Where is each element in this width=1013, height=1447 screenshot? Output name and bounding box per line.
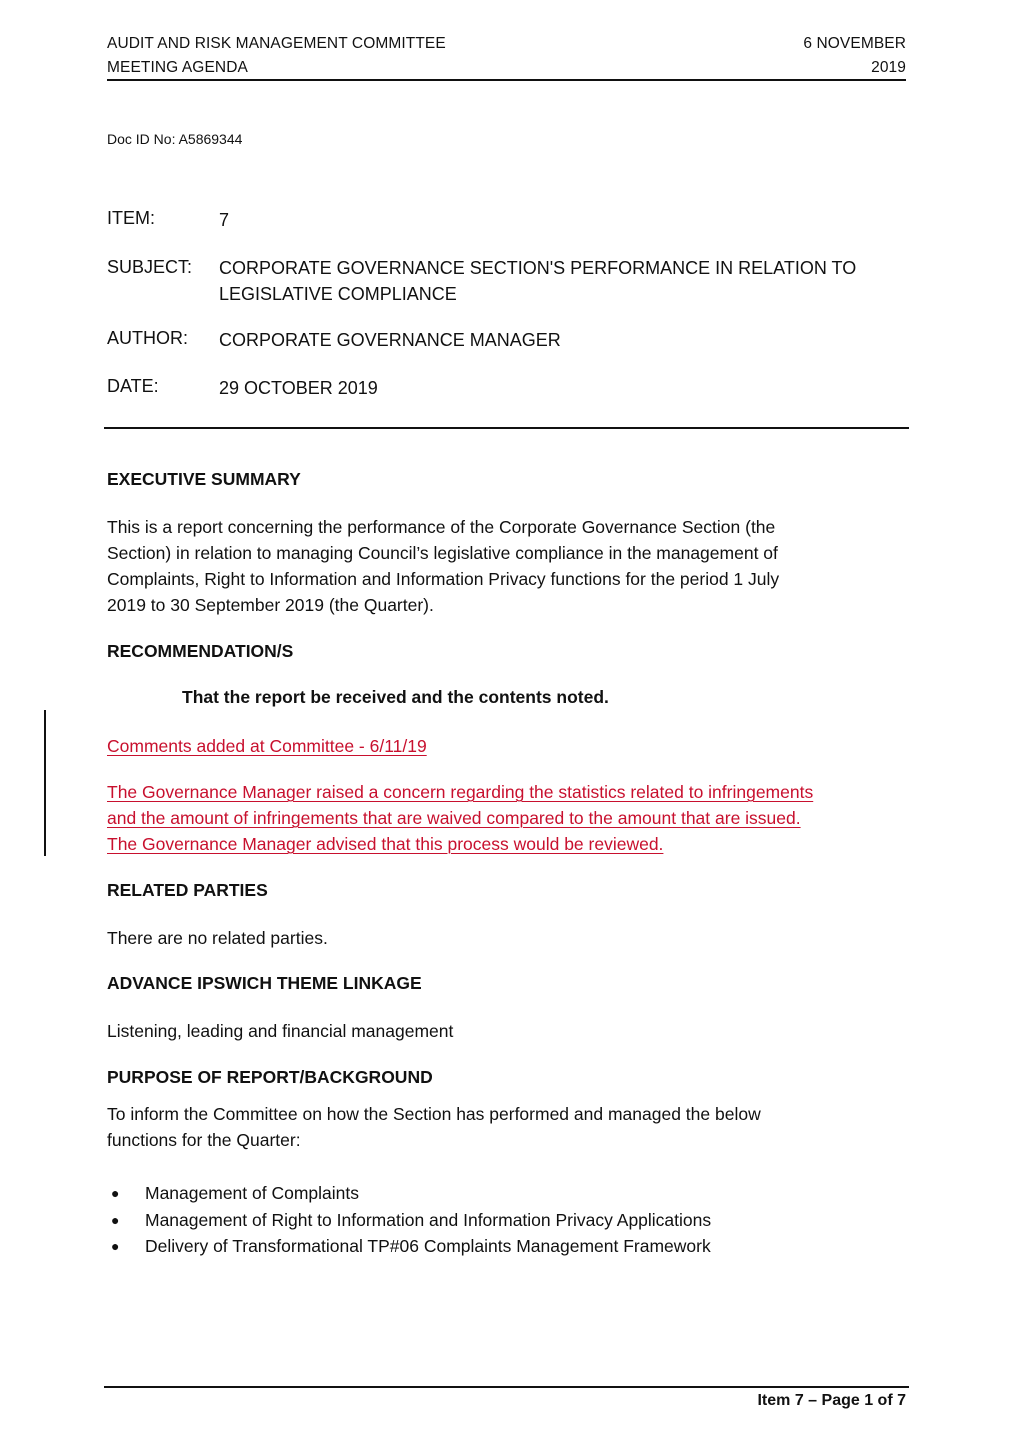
subject-line: LEGISLATIVE COMPLIANCE [219,284,457,304]
date-label: DATE: [107,376,159,396]
subject-value [219,255,856,307]
author-label: AUTHOR: [107,328,188,348]
committee-name: AUDIT AND RISK MANAGEMENT COMMITTEE [107,35,446,52]
paragraph-line: functions for the Quarter: [107,1130,301,1150]
related-parties-heading: RELATED PARTIES [107,880,268,900]
footer-rule [104,1386,909,1388]
functions-list [107,1180,711,1260]
item-label: ITEM: [107,208,155,228]
meeting-date-line2: 2019 [871,59,906,76]
paragraph-line: This is a report concerning the performance of the Corporate Governance Section (the [107,517,776,537]
page-number: Item 7 – Page 1 of 7 [757,1392,906,1409]
list-item [107,1180,711,1207]
bullet-icon: ● [111,1185,120,1201]
committee-comments-heading: Comments added at Committee - 6/11/19 [107,736,427,756]
committee-comments-text [107,779,813,857]
executive-summary-heading: EXECUTIVE SUMMARY [107,469,301,489]
theme-linkage-text: Listening, leading and financial management [107,1021,454,1041]
meeting-date-line1: 6 NOVEMBER [803,35,906,52]
paragraph-line: Complaints, Right to Information and Information Privacy functions for the period 1 July [107,569,780,589]
list-item [107,1233,711,1260]
header-right [803,32,906,80]
date-value: 29 OCTOBER 2019 [219,378,378,398]
list-item-text: Delivery of Transformational TP#06 Complaints Management Framework [145,1236,711,1256]
theme-linkage-heading: ADVANCE IPSWICH THEME LINKAGE [107,973,422,993]
recommendation-heading: RECOMMENDATION/S [107,641,294,661]
subject-line: CORPORATE GOVERNANCE SECTION'S PERFORMANCE IN RELATION TO [219,258,857,278]
bullet-icon: ● [111,1238,120,1254]
author-value: CORPORATE GOVERNANCE MANAGER [219,330,561,350]
recommendation-text: That the report be received and the contents noted. [182,687,609,707]
bullet-icon: ● [111,1211,120,1228]
header-rule [107,79,906,81]
purpose-text [107,1101,761,1153]
executive-summary-text [107,514,779,618]
paragraph-line: and the amount of infringements that are waived compared to the amount that are issued. [107,808,801,828]
paragraph-line: Section) in relation to managing Council’s legislative compliance in the management of [107,543,778,563]
list-item-text: Management of Right to Information and Information Privacy Applications [145,1209,712,1230]
doc-id: Doc ID No: A5869344 [107,131,243,147]
paragraph-line: The Governance Manager raised a concern regarding the statistics related to infringements [107,782,814,802]
list-item-text: Management of Complaints [145,1183,359,1203]
subject-label: SUBJECT: [107,257,193,277]
header-left [107,32,446,80]
related-parties-text: There are no related parties. [107,928,328,948]
paragraph-line: The Governance Manager advised that this process would be reviewed. [107,834,664,854]
revision-change-bar [44,710,46,856]
paragraph-line: 2019 to 30 September 2019 (the Quarter). [107,595,434,615]
purpose-heading: PURPOSE OF REPORT/BACKGROUND [107,1067,433,1087]
list-item [107,1207,711,1234]
paragraph-line: To inform the Committee on how the Section has performed and managed the below [107,1104,761,1124]
item-value: 7 [219,210,230,230]
doc-type: MEETING AGENDA [107,59,248,76]
meta-rule [104,427,909,429]
